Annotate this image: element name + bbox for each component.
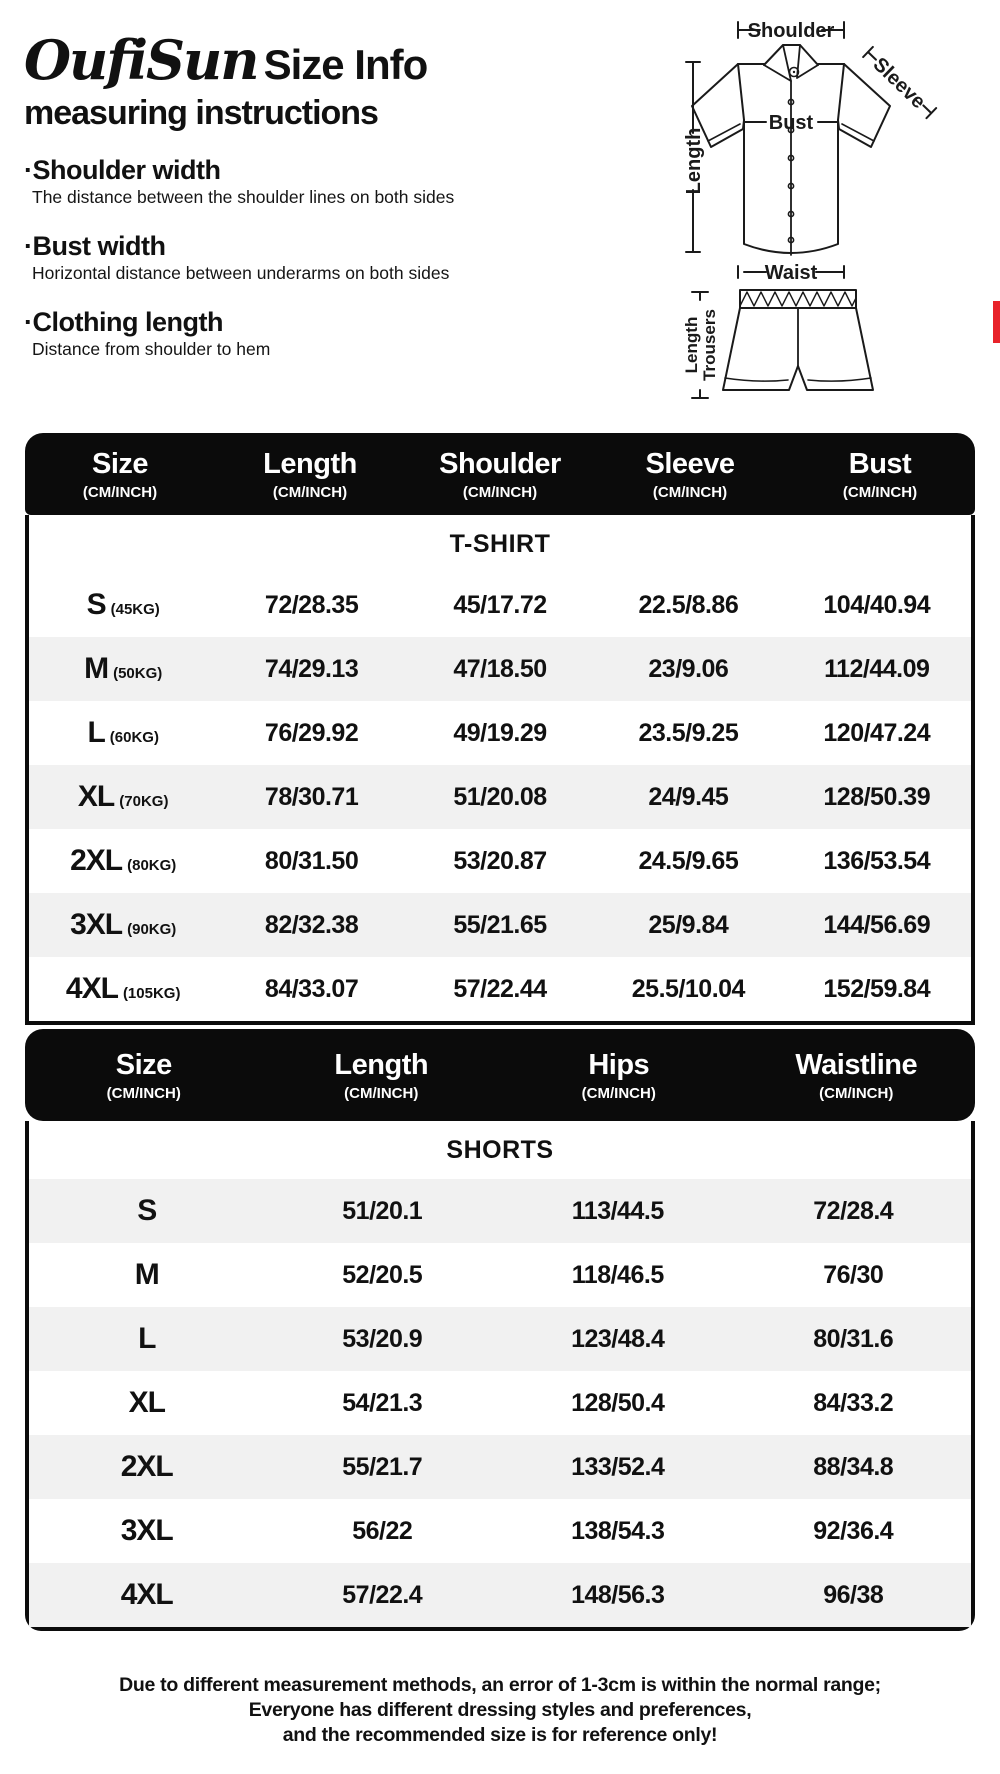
value-cell: 104/40.94 <box>823 590 931 619</box>
size-label: 2XL <box>70 844 123 877</box>
table-row <box>29 1563 971 1627</box>
value-cell: 84/33.2 <box>813 1388 894 1417</box>
column-header <box>595 448 785 501</box>
size-cell <box>29 972 217 1006</box>
column-header-label: Hips <box>588 1048 650 1081</box>
table-row <box>29 1179 971 1243</box>
table-row <box>29 1243 971 1307</box>
value-cell: 136/53.54 <box>823 846 931 875</box>
value-cell: 78/30.71 <box>264 782 359 811</box>
column-header <box>785 448 975 501</box>
size-label: S <box>86 588 106 621</box>
value-cell: 25.5/10.04 <box>631 974 745 1003</box>
weight-label: (45KG) <box>110 601 160 618</box>
value-cell: 57/22.4 <box>342 1580 423 1609</box>
value-cell: 49/19.29 <box>453 718 547 747</box>
waist-label: Waist <box>764 262 818 284</box>
shorts-table-header <box>25 1029 975 1121</box>
value-cell: 53/20.87 <box>453 846 547 875</box>
size-tables <box>25 433 975 1631</box>
column-header <box>405 448 595 501</box>
value-cell: 128/50.4 <box>571 1388 665 1417</box>
instruction-desc: Horizontal distance between underarms on both sides <box>32 263 450 283</box>
value-cell: 92/36.4 <box>813 1516 894 1545</box>
column-header <box>500 1049 738 1102</box>
size-label: 2XL <box>120 1450 173 1483</box>
table-row <box>29 1371 971 1435</box>
table-row <box>29 1435 971 1499</box>
value-cell: 80/31.50 <box>264 846 359 875</box>
value-cell: 53/20.9 <box>342 1324 423 1353</box>
instruction-item <box>24 231 570 284</box>
value-cell: 51/20.1 <box>342 1196 423 1225</box>
shorts-table-body <box>25 1121 975 1631</box>
column-header-label: Length <box>263 447 357 480</box>
instruction-desc: The distance between the shoulder lines on both sides <box>32 187 455 207</box>
column-header-label: Bust <box>848 447 912 480</box>
table-row <box>29 1307 971 1371</box>
size-label: 3XL <box>70 908 123 941</box>
instruction-item <box>24 307 570 360</box>
value-cell: 23/9.06 <box>648 654 729 683</box>
column-header-unit: (CM/INCH) <box>842 483 918 501</box>
size-cell <box>29 1194 265 1228</box>
column-header-unit: (CM/INCH) <box>462 483 538 501</box>
size-cell <box>29 1386 265 1420</box>
table-row <box>29 893 971 957</box>
column-header-unit: (CM/INCH) <box>344 1084 419 1102</box>
size-label: 4XL <box>65 972 118 1005</box>
size-label: M <box>134 1258 159 1291</box>
value-cell: 25/9.84 <box>648 910 729 939</box>
size-cell <box>29 588 217 622</box>
intro-text <box>0 0 570 433</box>
table-row <box>29 637 971 701</box>
table-row <box>29 829 971 893</box>
table-row <box>29 1499 971 1563</box>
value-cell: 112/44.09 <box>824 654 930 683</box>
value-cell: 128/50.39 <box>823 782 931 811</box>
collar-button-dot <box>793 71 795 73</box>
value-cell: 56/22 <box>352 1516 413 1545</box>
weight-label: (105KG) <box>122 985 181 1002</box>
column-header-label: Shoulder <box>439 447 561 480</box>
value-cell: 22.5/8.86 <box>638 590 739 619</box>
value-cell: 52/20.5 <box>342 1260 423 1289</box>
size-cell <box>29 844 217 878</box>
column-header <box>25 1049 263 1102</box>
size-label: S <box>137 1194 157 1227</box>
size-cell <box>29 1322 265 1356</box>
value-cell: 138/54.3 <box>571 1516 665 1545</box>
column-header-unit: (CM/INCH) <box>106 1084 181 1102</box>
waistband-zigzag <box>740 292 856 306</box>
intro-section <box>0 0 1000 433</box>
table-row <box>29 957 971 1021</box>
value-cell: 120/47.24 <box>823 718 931 747</box>
value-cell: 76/30 <box>823 1260 884 1289</box>
size-cell <box>29 1450 265 1484</box>
value-cell: 76/29.92 <box>264 718 359 747</box>
size-cell <box>29 716 217 750</box>
value-cell: 133/52.4 <box>571 1452 665 1481</box>
column-header <box>215 448 405 501</box>
value-cell: 47/18.50 <box>453 654 547 683</box>
column-header-unit: (CM/INCH) <box>272 483 348 501</box>
size-label: 4XL <box>120 1578 173 1611</box>
page-title-line <box>24 28 570 92</box>
size-label: XL <box>77 780 115 813</box>
value-cell: 54/21.3 <box>342 1388 423 1417</box>
page-title: Size Info <box>263 41 428 88</box>
value-cell: 55/21.65 <box>453 910 547 939</box>
size-label: L <box>87 716 105 749</box>
value-cell: 123/48.4 <box>571 1324 665 1353</box>
garment-diagram-svg <box>580 0 1000 430</box>
size-label: XL <box>128 1386 165 1419</box>
shirt-collar <box>764 45 818 65</box>
size-cell <box>29 780 217 814</box>
bust-label: Bust <box>768 112 814 134</box>
footer-line: Everyone has different dressing styles and preferences, <box>248 1699 752 1721</box>
column-header <box>738 1049 976 1102</box>
trousers-length-label-line2: Trousers <box>700 309 719 381</box>
value-cell: 82/32.38 <box>264 910 359 939</box>
value-cell: 24/9.45 <box>648 782 729 811</box>
value-cell: 72/28.4 <box>813 1196 894 1225</box>
size-cell <box>29 652 217 686</box>
value-cell: 96/38 <box>823 1580 884 1609</box>
table-row <box>29 701 971 765</box>
value-cell: 55/21.7 <box>342 1452 423 1481</box>
instructions <box>24 155 570 360</box>
size-cell <box>29 908 217 942</box>
value-cell: 144/56.69 <box>823 910 931 939</box>
shoulder-label: Shoulder <box>747 20 835 42</box>
column-header-unit: (CM/INCH) <box>581 1084 656 1102</box>
size-cell <box>29 1514 265 1548</box>
value-cell: 118/46.5 <box>571 1260 664 1289</box>
value-cell: 23.5/9.25 <box>638 718 739 747</box>
shorts-hem-lines <box>725 378 871 381</box>
value-cell: 148/56.3 <box>571 1580 665 1609</box>
column-header <box>25 448 215 501</box>
value-cell: 24.5/9.65 <box>638 846 739 875</box>
weight-label: (50KG) <box>113 665 163 682</box>
column-header-unit: (CM/INCH) <box>819 1084 894 1102</box>
instruction-desc: Distance from shoulder to hem <box>32 339 271 359</box>
column-header-label: Sleeve <box>645 447 735 480</box>
weight-label: (60KG) <box>109 729 159 746</box>
value-cell: 57/22.44 <box>453 974 547 1003</box>
value-cell: 72/28.35 <box>264 590 359 619</box>
instruction-term: ·Clothing length <box>24 307 223 337</box>
value-cell: 45/17.72 <box>453 590 547 619</box>
page-subtitle: measuring instructions <box>24 94 378 132</box>
instruction-term: ·Shoulder width <box>24 155 221 185</box>
table-row <box>29 573 971 637</box>
size-label: L <box>138 1322 156 1355</box>
shorts-section-title: SHORTS <box>29 1121 971 1179</box>
column-header-label: Length <box>334 1048 429 1081</box>
value-cell: 152/59.84 <box>823 974 931 1003</box>
column-header <box>263 1049 501 1102</box>
trousers-length-label-line1: Length <box>682 316 701 374</box>
value-cell: 113/44.5 <box>571 1196 664 1225</box>
measurement-diagram <box>570 0 1000 433</box>
value-cell: 51/20.08 <box>453 782 547 811</box>
value-cell: 88/34.8 <box>813 1452 894 1481</box>
column-header-unit: (CM/INCH) <box>82 483 158 501</box>
footer-note <box>0 1631 1000 1748</box>
brand-logo: OufiSun <box>24 28 258 92</box>
tshirt-section-title: T-SHIRT <box>29 515 971 573</box>
value-cell: 74/29.13 <box>264 654 359 683</box>
size-label: M <box>84 652 109 685</box>
size-label: 3XL <box>120 1514 173 1547</box>
size-cell <box>29 1258 265 1292</box>
footer-line: and the recommended size is for reference only! <box>282 1724 718 1746</box>
size-cell <box>29 1578 265 1612</box>
value-cell: 80/31.6 <box>813 1324 894 1353</box>
weight-label: (90KG) <box>127 921 177 938</box>
column-header-label: Waistline <box>795 1048 918 1081</box>
length-label: Length <box>683 127 705 195</box>
instruction-item <box>24 155 570 208</box>
instruction-term: ·Bust width <box>24 231 166 261</box>
tshirt-table-header <box>25 433 975 515</box>
weight-label: (70KG) <box>119 793 169 810</box>
footer-line: Due to different measurement methods, an error of 1-3cm is within the normal range; <box>119 1674 881 1696</box>
value-cell: 84/33.07 <box>264 974 359 1003</box>
column-header-label: Size <box>115 1048 172 1081</box>
sleeve-label: Sleeve <box>868 53 930 114</box>
tshirt-table-body <box>25 515 975 1025</box>
column-header-unit: (CM/INCH) <box>652 483 728 501</box>
weight-label: (80KG) <box>127 857 177 874</box>
table-row <box>29 765 971 829</box>
column-header-label: Size <box>91 447 149 480</box>
